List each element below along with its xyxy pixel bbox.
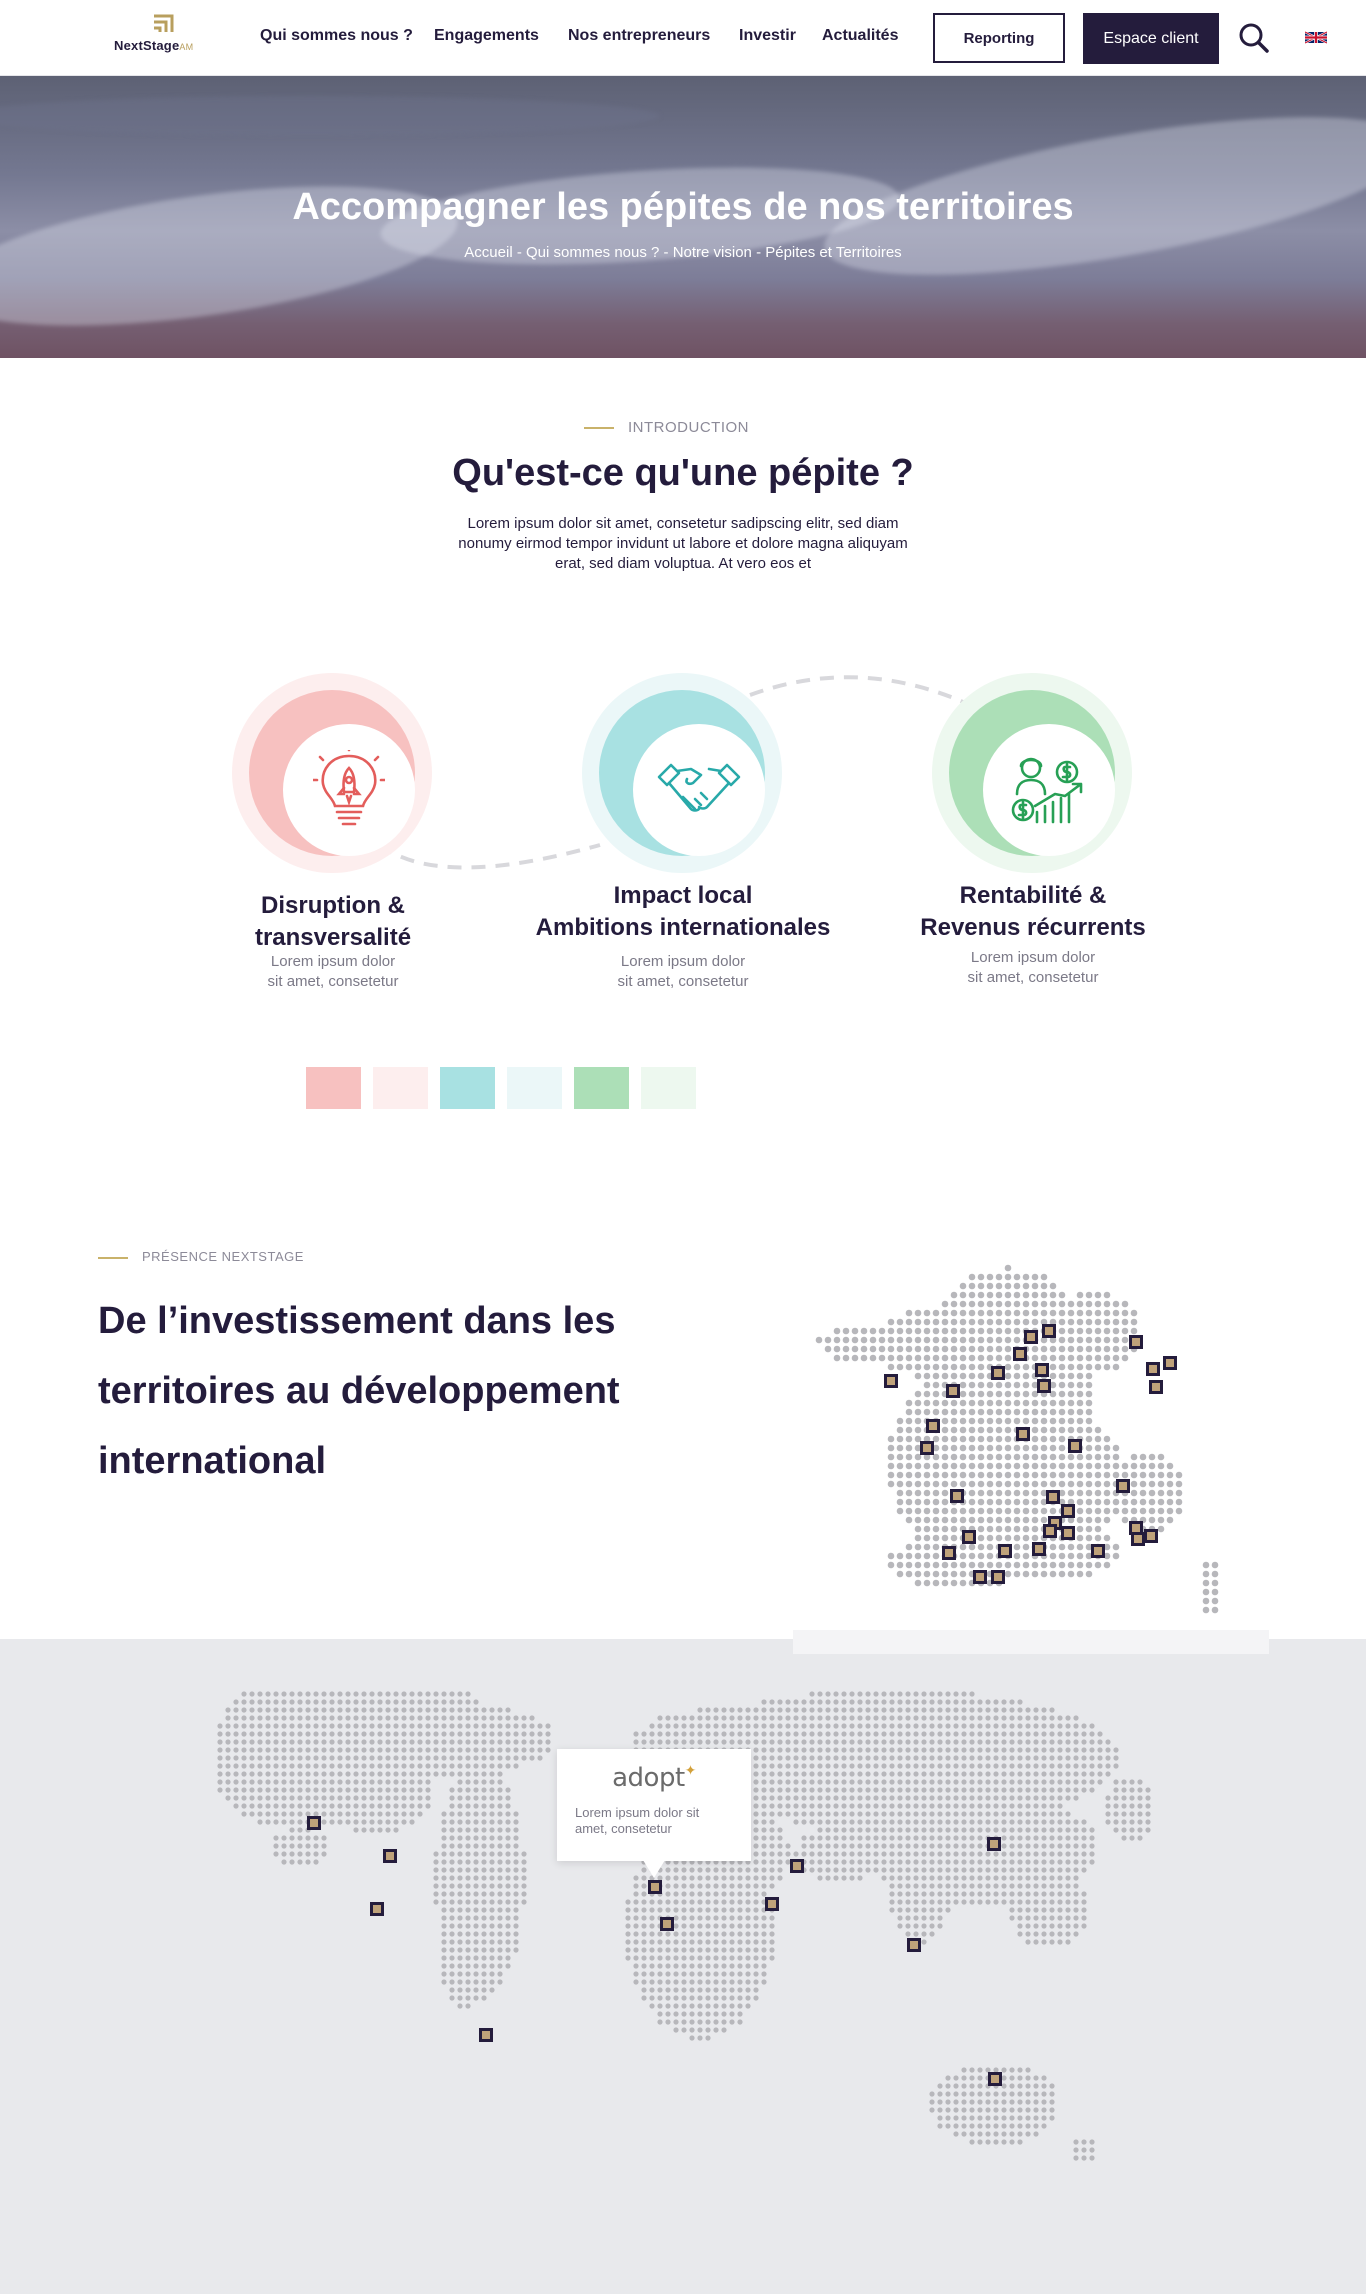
company-tooltip[interactable] [557, 1749, 751, 1861]
france-location-marker[interactable] [991, 1366, 1005, 1380]
france-location-marker[interactable] [1061, 1504, 1075, 1518]
nextstage-logo[interactable] [112, 14, 212, 58]
logo-mark-icon [152, 14, 174, 34]
france-location-marker[interactable] [942, 1546, 956, 1560]
france-location-marker[interactable] [991, 1570, 1005, 1584]
presence-eyebrow: PRÉSENCE NEXTSTAGE [98, 1249, 304, 1264]
tooltip-text: Lorem ipsum dolor sit amet, consetetur [575, 1805, 700, 1836]
world-location-marker[interactable] [988, 2072, 1002, 2086]
france-location-marker[interactable] [1144, 1529, 1158, 1543]
world-dot-map [0, 1639, 1366, 2294]
france-location-marker[interactable] [1037, 1379, 1051, 1393]
france-location-marker[interactable] [920, 1441, 934, 1455]
france-map-shadow [793, 1630, 1269, 1654]
world-location-marker[interactable] [987, 1837, 1001, 1851]
world-map-section [0, 1639, 1366, 2294]
france-location-marker[interactable] [1091, 1544, 1105, 1558]
reporting-button[interactable]: Reporting [933, 13, 1065, 63]
nav-investir[interactable]: Investir [739, 27, 796, 44]
france-location-marker[interactable] [1046, 1490, 1060, 1504]
world-location-marker[interactable] [660, 1917, 674, 1931]
france-location-marker[interactable] [998, 1544, 1012, 1558]
nav-qui-sommes-nous[interactable]: Qui sommes nous ? [260, 27, 413, 44]
france-location-marker[interactable] [1042, 1324, 1056, 1338]
tooltip-arrow [643, 1860, 665, 1878]
hero-banner [0, 76, 1366, 358]
pillar-impact-badge [582, 673, 782, 873]
france-location-marker[interactable] [926, 1419, 940, 1433]
france-location-marker[interactable] [1061, 1526, 1075, 1540]
nav-actualites[interactable]: Actualités [822, 27, 899, 44]
france-location-marker[interactable] [1149, 1380, 1163, 1394]
espace-client-button[interactable]: Espace client [1083, 13, 1219, 64]
nav-engagements[interactable]: Engagements [434, 27, 539, 44]
france-location-marker[interactable] [1131, 1532, 1145, 1546]
nav-nos-entrepreneurs[interactable]: Nos entrepreneurs [568, 27, 711, 44]
intro-text: Lorem ipsum dolor sit amet, consetetur sadipscing elitr, sed diam nonumy eirmod tempor invidunt ut labore et dolore magna aliquyam erat, sed diam voluptua. At vero eos et [458, 515, 908, 572]
color-swatch-light-green [641, 1067, 696, 1109]
uk-flag-icon[interactable] [1305, 30, 1327, 45]
france-location-marker[interactable] [962, 1530, 976, 1544]
world-location-marker[interactable] [370, 1902, 384, 1916]
logo-wordmark: NextStageAM [114, 38, 194, 53]
pillar-disruption-title: Disruption & transversalité [254, 892, 412, 951]
breadcrumb[interactable]: Accueil - Qui sommes nous ? - Notre vision - Pépites et Territoires [464, 244, 902, 261]
search-icon[interactable] [1238, 22, 1270, 54]
france-location-marker[interactable] [950, 1489, 964, 1503]
france-location-marker[interactable] [1129, 1335, 1143, 1349]
world-location-marker[interactable] [790, 1859, 804, 1873]
rocket-bulb-icon [313, 750, 385, 830]
site-header [0, 0, 1366, 76]
france-location-marker[interactable] [973, 1570, 987, 1584]
france-location-marker[interactable] [1068, 1439, 1082, 1453]
world-location-marker[interactable] [907, 1938, 921, 1952]
handshake-icon [657, 755, 741, 825]
france-location-marker[interactable] [1016, 1427, 1030, 1441]
france-location-marker[interactable] [1146, 1362, 1160, 1376]
france-location-marker[interactable] [1013, 1347, 1027, 1361]
color-swatch-light-teal [507, 1067, 562, 1109]
world-location-marker[interactable] [648, 1880, 662, 1894]
france-location-marker[interactable] [1024, 1330, 1038, 1344]
france-location-marker[interactable] [1116, 1479, 1130, 1493]
color-swatch-green [574, 1067, 629, 1109]
world-location-marker[interactable] [383, 1849, 397, 1863]
world-location-marker[interactable] [479, 2028, 493, 2042]
intro-eyebrow: INTRODUCTION [584, 419, 749, 436]
color-swatch-light-pink [373, 1067, 428, 1109]
france-dot-map [793, 1233, 1269, 1653]
pillar-rentabilite-badge [932, 673, 1132, 873]
france-location-marker[interactable] [1035, 1363, 1049, 1377]
france-location-marker[interactable] [884, 1374, 898, 1388]
revenue-growth-icon [1011, 754, 1087, 826]
france-location-marker[interactable] [1163, 1356, 1177, 1370]
intro-title: Qu'est-ce qu'une pépite ? [452, 452, 914, 494]
world-location-marker[interactable] [307, 1816, 321, 1830]
france-location-marker[interactable] [1032, 1542, 1046, 1556]
adopt-logo: adopt✦ [612, 1763, 696, 1793]
world-location-marker[interactable] [765, 1897, 779, 1911]
france-location-marker[interactable] [1043, 1524, 1057, 1538]
pillar-disruption-text: Lorem ipsum dolor sit amet, consetetur [267, 953, 399, 990]
presence-title: De l’investissement dans les territoires au développement international [98, 1300, 620, 1482]
color-swatch-teal [440, 1067, 495, 1109]
color-swatch-pink [306, 1067, 361, 1109]
pillar-rentabilite-title: Rentabilité & Revenus récurrents [920, 882, 1146, 941]
france-location-marker[interactable] [946, 1384, 960, 1398]
pillar-impact-title: Impact local Ambitions internationales [535, 882, 831, 941]
pillar-rentabilite-text: Lorem ipsum dolor sit amet, consetetur [967, 949, 1099, 986]
pillar-disruption-badge [232, 673, 432, 873]
hero-title: Accompagner les pépites de nos territoires [292, 186, 1074, 228]
pillar-impact-text: Lorem ipsum dolor sit amet, consetetur [617, 953, 749, 990]
